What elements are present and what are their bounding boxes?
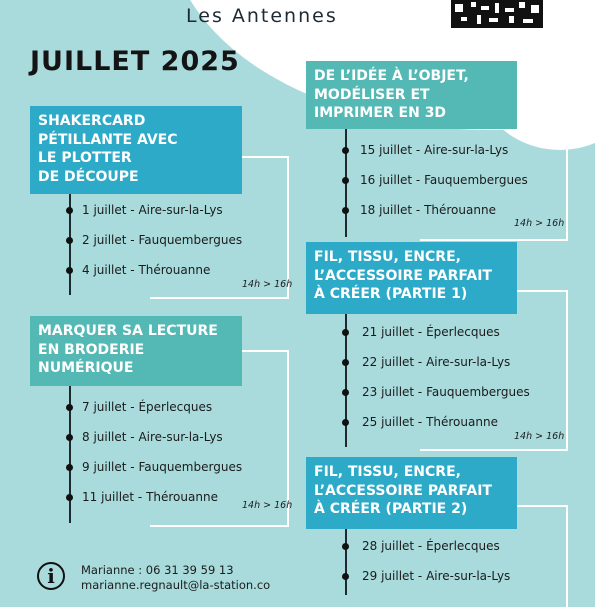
bullet-icon [66, 464, 73, 471]
session-item: 22 juillet - Aire-sur-la-Lys [362, 355, 511, 369]
header-title: Les Antennes [186, 5, 338, 27]
month-title: JUILLET 2025 [30, 46, 240, 77]
time-range: 14h > 16h [514, 431, 565, 442]
bullet-icon [342, 177, 349, 184]
session-item: 11 juillet - Thérouanne [82, 490, 218, 504]
bullet-icon [66, 494, 73, 501]
workshop-title: DE L’IDÉE À L’OBJET, MODÉLISER ET IMPRIMER EN 3D [306, 61, 517, 129]
session-item: 25 juillet - Thérouanne [362, 415, 498, 429]
session-item: 15 juillet - Aire-sur-la-Lys [360, 143, 509, 157]
session-item: 8 juillet - Aire-sur-la-Lys [82, 430, 223, 444]
workshop-title: MARQUER SA LECTURE EN BRODERIE NUMÉRIQUE [30, 316, 242, 386]
bullet-icon [342, 359, 349, 366]
info-icon: i [37, 562, 65, 590]
session-item: 1 juillet - Aire-sur-la-Lys [82, 203, 223, 217]
bullet-icon [342, 389, 349, 396]
session-item: 2 juillet - Fauquembergues [82, 233, 243, 247]
workshop-title: FIL, TISSU, ENCRE, L’ACCESSOIRE PARFAIT À CRÉER (PARTIE 1) [306, 242, 517, 314]
contact-email[interactable]: marianne.regnault@la-station.co [81, 578, 271, 592]
workshop-title: FIL, TISSU, ENCRE, L’ACCESSOIRE PARFAIT À CRÉER (PARTIE 2) [306, 457, 517, 529]
bullet-icon [342, 543, 349, 550]
bullet-icon [66, 404, 73, 411]
qr-code-icon[interactable] [451, 0, 543, 28]
bullet-icon [342, 207, 349, 214]
bullet-icon [66, 434, 73, 441]
session-item: 16 juillet - Fauquembergues [360, 173, 528, 187]
bullet-icon [342, 573, 349, 580]
bullet-icon [342, 147, 349, 154]
timeline [345, 529, 347, 595]
session-item: 29 juillet - Aire-sur-la-Lys [362, 569, 511, 583]
time-range: 14h > 16h [242, 279, 293, 290]
session-item: 28 juillet - Éperlecques [362, 539, 500, 553]
bullet-icon [66, 267, 73, 274]
session-item: 7 juillet - Éperlecques [82, 400, 213, 414]
bullet-icon [66, 237, 73, 244]
session-item: 23 juillet - Fauquembergues [362, 385, 530, 399]
bullet-icon [66, 207, 73, 214]
bullet-icon [342, 419, 349, 426]
session-item: 9 juillet - Fauquembergues [82, 460, 243, 474]
session-item: 4 juillet - Thérouanne [82, 263, 211, 277]
session-item: 21 juillet - Éperlecques [362, 325, 500, 339]
contact-phone[interactable]: Marianne : 06 31 39 59 13 [81, 563, 234, 577]
workshop-title: SHAKERCARD PÉTILLANTE AVEC LE PLOTTER DE DÉCOUPE [30, 106, 242, 194]
session-item: 18 juillet - Thérouanne [360, 203, 496, 217]
time-range: 14h > 16h [514, 218, 565, 229]
bullet-icon [342, 329, 349, 336]
time-range: 14h > 16h [242, 500, 293, 511]
